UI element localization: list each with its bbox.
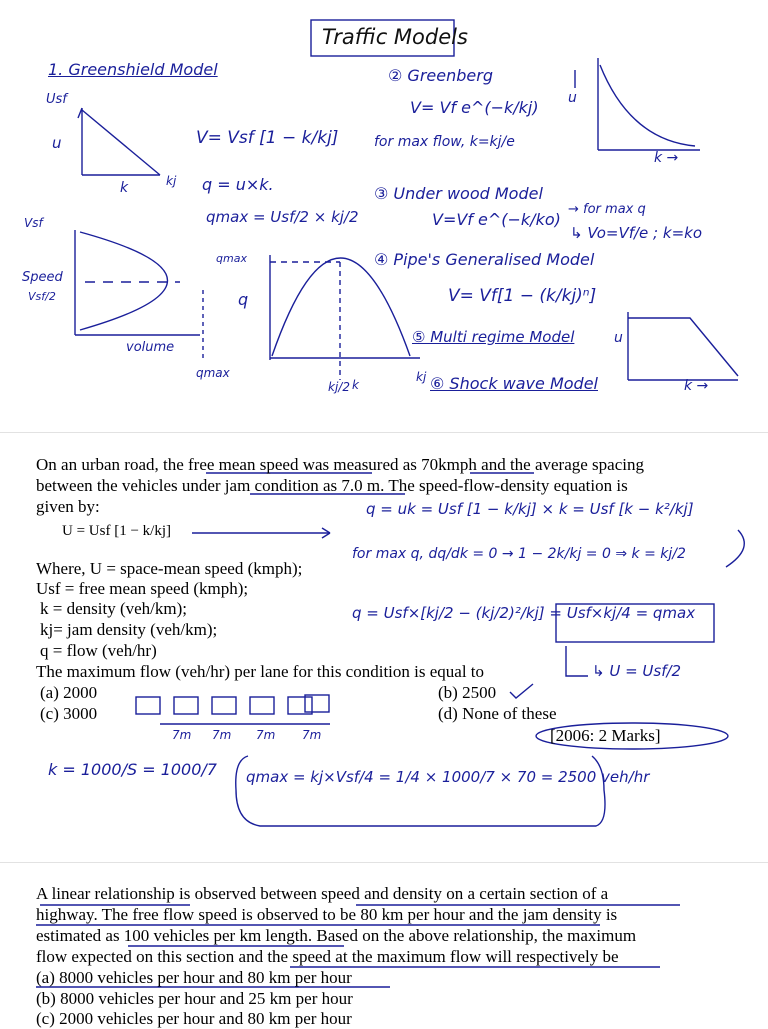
spacing-label-4: 7m	[302, 728, 322, 742]
q1-line-3: given by:	[36, 497, 100, 516]
qmax-equation: qmax = Usf/2 × kj/2	[206, 208, 359, 226]
greenshield-equation: V= Vsf [1 − k/kj]	[196, 128, 339, 148]
q1-where: Where, U = space-mean speed (kmph);	[36, 559, 303, 578]
qm-label: qmax	[216, 252, 247, 265]
q2-line-1: A linear relationship is observed between speed and density on a certain section of a	[36, 884, 609, 903]
q2-line-2: highway. The free flow speed is observed to be 80 km per hour and the jam density is	[36, 905, 618, 924]
q1-option-b: (b) 2500	[438, 683, 497, 702]
q1-line-1: On an urban road, the free mean speed was measured as 70kmph and the average spacing	[36, 455, 644, 474]
q1-density-calc: k = 1000/S = 1000/7	[48, 760, 217, 779]
speed-half-label: Vsf/2	[28, 290, 56, 303]
vsf-label: Vsf	[24, 216, 43, 230]
q2-option-a: (a) 8000 vehicles per hour and 80 km per hour	[36, 968, 352, 987]
greenshield-heading: 1. Greenshield Model	[48, 60, 218, 79]
q1-note-derivative: for max q, dq/dk = 0 → 1 − 2k/kj = 0 ⇒ k = kj/2	[352, 546, 686, 562]
volume-axis-label: volume	[126, 340, 175, 355]
kj-axis-label: kj	[416, 370, 427, 384]
greenshield-kj-label: kj	[166, 174, 177, 188]
q2-line-3: estimated as 100 vehicles per km length. Based on the above relationship, the maximum	[36, 926, 637, 945]
qmax-axis-label: qmax	[196, 366, 230, 380]
k-axis-label: k	[352, 378, 359, 392]
q1-kj-def: kj= jam density (veh/km);	[40, 620, 218, 639]
greenberg-note: for max flow, k=kj/e	[374, 134, 515, 150]
q2-line-4: flow expected on this section and the speed at the maximum flow will respectively be	[36, 947, 619, 966]
q1-option-c: (c) 3000	[40, 704, 98, 723]
q1-marks: [2006: 2 Marks]	[550, 726, 661, 745]
q1-usf-def: Usf = free mean speed (kmph);	[36, 579, 249, 598]
q1-equation: U = Usf [1 − k/kj]	[62, 523, 171, 539]
q1-option-a: (a) 2000	[40, 683, 98, 702]
q1-note-flow-expansion: q = uk = Usf [1 − k/kj] × k = Usf [k − k²/kj]	[366, 500, 694, 518]
kj-half-label: kj/2	[328, 380, 350, 394]
greenberg-heading: ② Greenberg	[388, 66, 493, 85]
page-title: Traffic Models	[322, 25, 468, 49]
q1-option-d: (d) None of these	[438, 704, 557, 723]
q2-option-c: (c) 2000 vehicles per hour and 80 km per hour	[36, 1009, 352, 1028]
greenberg-u-label: u	[568, 90, 577, 106]
greenberg-k-label: k →	[654, 150, 679, 166]
q1-qmax-calc: qmax = kj×Vsf/4 = 1/4 × 1000/7 × 70 = 2500 veh/hr	[246, 768, 650, 786]
speed-axis-label: Speed	[22, 270, 63, 285]
q2-option-b: (b) 8000 vehicles per hour and 25 km per hour	[36, 989, 353, 1008]
spacing-label-2: 7m	[212, 728, 232, 742]
greenshield-u-label: u	[52, 134, 62, 152]
greenshield-usf-label: Usf	[46, 92, 67, 107]
q1-question: The maximum flow (veh/hr) per lane for this condition is equal to	[36, 662, 485, 681]
spacing-label-3: 7m	[256, 728, 276, 742]
underwood-note-2: ↳ Vo=Vf/e ; k=ko	[570, 224, 702, 242]
multiregime-heading: ⑤ Multi regime Model	[412, 328, 575, 346]
q1-note-qmax: q = Usf×[kj/2 − (kj/2)²/kj] = Usf×kj/4 = qmax	[352, 604, 696, 622]
multiregime-u-label: u	[614, 330, 623, 346]
pipes-heading: ④ Pipe's Generalised Model	[374, 250, 595, 269]
underwood-equation: V=Vf e^(−k/ko)	[432, 210, 561, 229]
spacing-label-1: 7m	[172, 728, 192, 742]
pipes-equation: V= Vf[1 − (k/kj)ⁿ]	[448, 286, 597, 306]
q1-note-speed: ↳ U = Usf/2	[592, 662, 682, 680]
section-divider	[0, 432, 768, 433]
shockwave-heading: ⑥ Shock wave Model	[430, 374, 598, 393]
q1-k-def: k = density (veh/km);	[40, 599, 187, 618]
q-axis-label: q	[238, 290, 249, 309]
greenberg-equation: V= Vf e^(−k/kj)	[410, 98, 539, 117]
q1-line-2: between the vehicles under jam condition as 7.0 m. The speed-flow-density equation is	[36, 476, 628, 495]
underwood-note: → for max q	[568, 202, 646, 217]
flow-equation: q = u×k.	[202, 175, 274, 194]
greenshield-k-label: k	[120, 180, 129, 196]
underwood-heading: ③ Under wood Model	[374, 184, 543, 203]
section-divider-2	[0, 862, 768, 863]
multiregime-k-label: k →	[684, 378, 709, 394]
q1-q-def: q = flow (veh/hr)	[40, 641, 157, 660]
